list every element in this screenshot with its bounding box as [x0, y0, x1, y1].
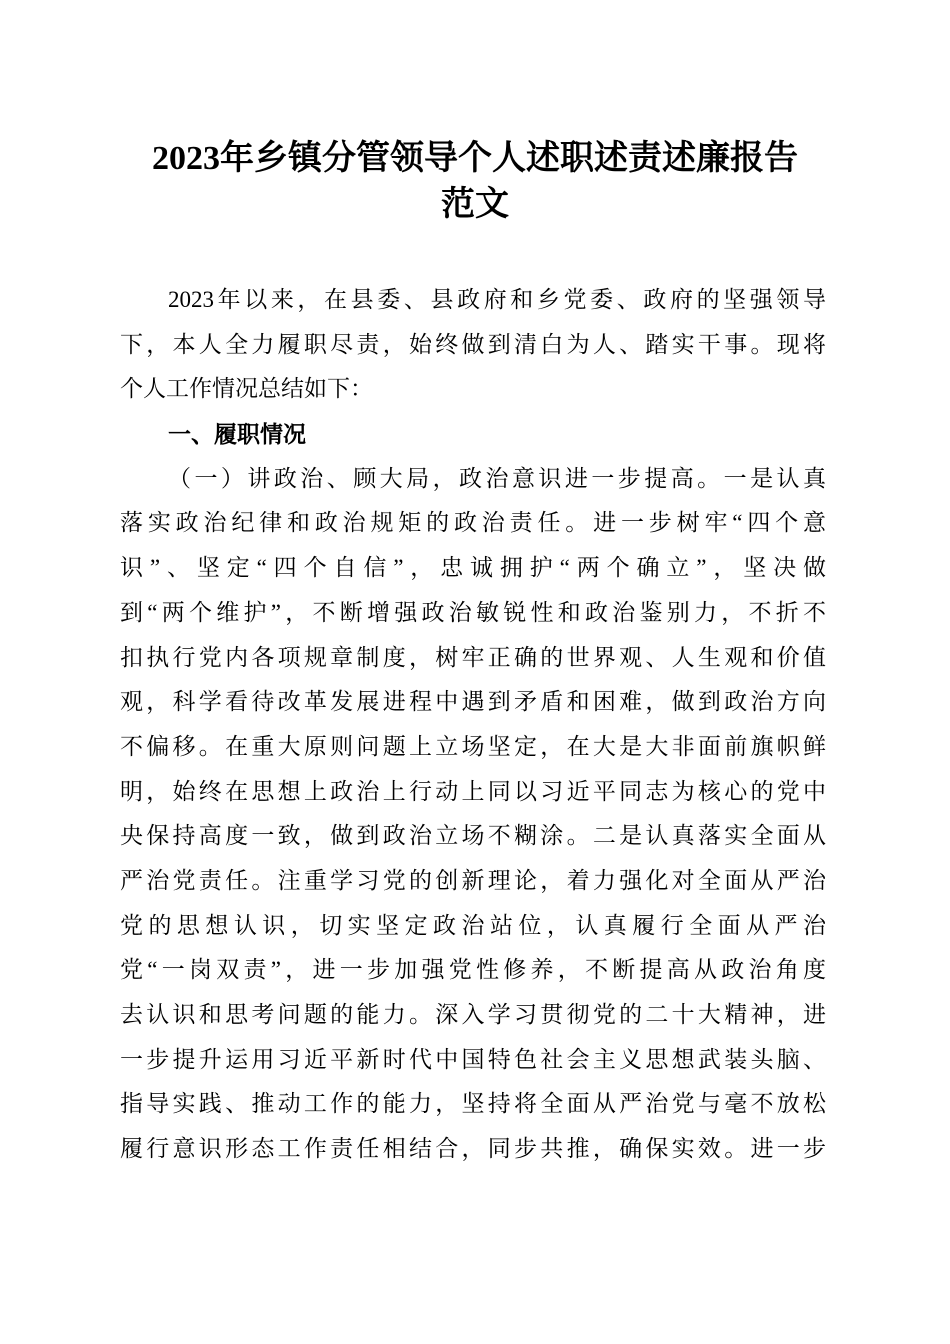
text-line: 严治党责任。注重学习党的创新理论，着力强化对全面从严治	[120, 867, 826, 893]
text-line: 一步提升运用习近平新时代中国特色社会主义思想武装头脑、	[120, 1046, 826, 1072]
text-line: 党的思想认识，切实坚定政治站位，认真履行全面从严治	[120, 912, 826, 938]
document-body	[120, 278, 826, 1172]
intro-paragraph	[120, 278, 826, 412]
section-heading: 一、履职情况	[168, 421, 306, 448]
text-line: 央保持高度一致，做到政治立场不糊涂。二是认真落实全面从	[120, 823, 826, 849]
text-line: 去认识和思考问题的能力。深入学习贯彻党的二十大精神，进	[120, 1002, 826, 1027]
text-line: 指导实践、推动工作的能力，坚持将全面从严治党与毫不放松	[120, 1091, 826, 1117]
text-line: 个人工作情况总结如下：	[120, 376, 373, 402]
document-title	[100, 136, 850, 228]
title-line-2: 范文	[441, 186, 509, 223]
text-line: 明，始终在思想上政治上行动上同以习近平同志为核心的党中	[120, 778, 826, 804]
text-line: 下，本人全力履职尽责，始终做到清白为人、踏实干事。现将	[120, 331, 826, 357]
text-line: （一）讲政治、顾大局，政治意识进一步提高。一是认真	[168, 465, 826, 491]
text-line: 2023年以来，在县委、县政府和乡党委、政府的坚强领导	[168, 287, 826, 312]
text-line: 不偏移。在重大原则问题上立场坚定，在大是大非面前旗帜鲜	[120, 733, 826, 759]
text-line: 落实政治纪律和政治规矩的政治责任。进一步树牢“四个意	[120, 510, 826, 536]
section-paragraph	[120, 457, 826, 1172]
text-line: 扣执行党内各项规章制度，树牢正确的世界观、人生观和价值	[120, 644, 826, 670]
text-line: 观，科学看待改革发展进程中遇到矛盾和困难，做到政治方向	[120, 689, 826, 715]
text-line: 到“两个维护”，不断增强政治敏锐性和政治鉴别力，不折不	[120, 599, 826, 625]
text-line: 履行意识形态工作责任相结合，同步共推，确保实效。进一步	[120, 1136, 826, 1162]
text-line: 识”、坚定“四个自信”，忠诚拥护“两个确立”，坚决做	[120, 555, 826, 581]
title-line-1: 2023年乡镇分管领导个人述职述责述廉报告	[152, 140, 798, 177]
text-line: 党“一岗双责”，进一步加强党性修养，不断提高从政治角度	[120, 957, 826, 983]
